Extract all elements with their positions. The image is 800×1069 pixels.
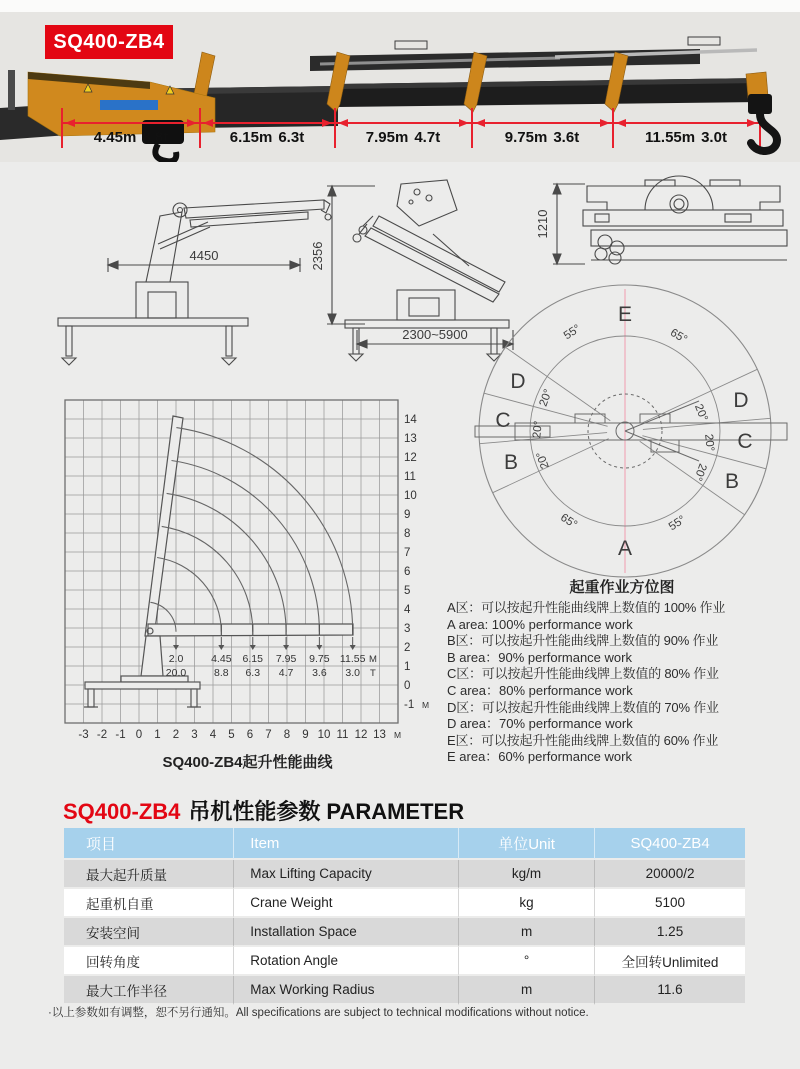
boom-length: 6.15m (229, 129, 273, 146)
parameter-title-cn: 吊机性能参数 (188, 799, 321, 824)
svg-text:14: 14 (404, 414, 417, 426)
angle-sector: 20° (691, 402, 710, 424)
angle-top-right: 65° (668, 326, 690, 347)
table-cell: m (459, 976, 595, 1005)
zone-b-cn: B区：可以按起升性能曲线牌上数值的 90% 作业 (447, 633, 719, 649)
table-cell: 起重机自重 (64, 889, 234, 918)
table-cell: 安装空间 (64, 918, 234, 947)
svg-text:-3: -3 (78, 729, 89, 741)
boom-load: 3.0t (701, 129, 727, 146)
table-cell: 20000/2 (595, 860, 745, 889)
svg-text:4: 4 (404, 604, 411, 616)
boom-load: 3.6t (553, 129, 580, 146)
boom-length: 7.95m (365, 129, 409, 146)
parameter-title (63, 795, 464, 826)
svg-text:13: 13 (373, 729, 386, 741)
svg-text:M: M (394, 730, 402, 740)
table-header-item-cn: 项目 (64, 828, 234, 860)
zone-d-cn: D区：可以按起升性能曲线牌上数值的 70% 作业 (447, 699, 719, 715)
rose-caption: 起重作业方位图 (569, 579, 675, 596)
svg-text:6: 6 (246, 729, 254, 741)
zone-descriptions (447, 600, 797, 766)
zone-d-en: D area：70% performance work (447, 716, 633, 732)
svg-text:12: 12 (354, 729, 368, 741)
chart-x-ticks (78, 729, 401, 741)
sector-letter-a: A (617, 537, 633, 560)
table-cell: 5100 (595, 889, 745, 918)
angle-bottom-left: 65° (558, 511, 580, 532)
table-cell: Max Working Radius (234, 976, 459, 1005)
sector-letter-e: E (617, 303, 633, 326)
svg-text:13: 13 (404, 433, 417, 445)
table-cell: Rotation Angle (234, 947, 459, 976)
svg-text:6.15: 6.15 (242, 653, 263, 665)
svg-text:5: 5 (228, 729, 235, 741)
boom-load: 8.8t (142, 129, 169, 146)
svg-text:7.95: 7.95 (275, 653, 297, 665)
table-cell: Max Lifting Capacity (234, 860, 459, 889)
svg-text:2: 2 (172, 729, 180, 741)
svg-text:10: 10 (404, 490, 417, 502)
table-cell: 最大工作半径 (64, 976, 234, 1005)
svg-text:-2: -2 (96, 729, 108, 741)
svg-text:M: M (422, 700, 430, 710)
top-margin (0, 0, 800, 12)
angle-sector: 20° (702, 433, 716, 452)
svg-text:9: 9 (404, 509, 411, 521)
svg-text:3: 3 (191, 729, 198, 741)
svg-text:8: 8 (283, 729, 291, 741)
svg-text:3.0: 3.0 (345, 667, 360, 679)
svg-text:8: 8 (404, 528, 411, 540)
boom-length: 4.45m (93, 129, 137, 146)
rod-handle-icon (395, 41, 427, 49)
svg-text:-1: -1 (404, 699, 415, 711)
svg-text:4.7: 4.7 (278, 667, 294, 679)
footnote: ·以上参数如有调整，恕不另行通知。All specifications are subject to technical modifications without notice. (48, 1007, 589, 1019)
svg-text:2.0: 2.0 (168, 653, 184, 665)
table-header-model: SQ400-ZB4 (595, 828, 745, 860)
drawing-side-view (40, 172, 340, 370)
svg-text:6.3: 6.3 (245, 667, 261, 679)
table-cell: Crane Weight (234, 889, 459, 918)
svg-text:1: 1 (154, 729, 161, 741)
zone-a-en: A area: 100% performance work (447, 616, 633, 632)
parameter-title-en: PARAMETER (326, 799, 465, 824)
table-cell: 回转角度 (64, 947, 234, 976)
chart-y-ticks (404, 414, 429, 711)
table-cell: 1.25 (595, 918, 745, 947)
table-header-unit: 单位Unit (459, 828, 595, 860)
svg-text:4: 4 (209, 729, 217, 741)
boom-length: 11.55m (645, 129, 696, 146)
table-cell: 11.6 (595, 976, 745, 1005)
model-badge: SQ400-ZB4 (45, 25, 173, 59)
dimension-folded-height: 2356 (310, 241, 325, 271)
zone-c-cn: C区：可以按起升性能曲线牌上数值的 80% 作业 (447, 666, 719, 682)
svg-text:12: 12 (404, 452, 417, 464)
boom-measurement-label (91, 129, 171, 146)
svg-text:3: 3 (404, 623, 411, 635)
angle-bottom-right: 55° (666, 513, 688, 534)
svg-text:5: 5 (404, 585, 411, 597)
table-cell: 全回转Unlimited (595, 947, 745, 976)
crane-base (0, 70, 215, 161)
svg-text:9.75: 9.75 (309, 653, 330, 665)
svg-text:11.55: 11.55 (339, 653, 366, 665)
dimension-outrigger-span: 2300~5900 (402, 327, 468, 342)
svg-text:8.8: 8.8 (214, 667, 229, 679)
zone-c-en: C area：80% performance work (447, 682, 633, 698)
table-cell: kg/m (459, 860, 595, 889)
boom-measurement-label (642, 129, 730, 146)
svg-text:0: 0 (404, 680, 411, 692)
zone-e-en: E area：60% performance work (447, 749, 632, 765)
zone-b-en: B area：90% performance work (447, 649, 632, 665)
angle-sector: 20° (534, 449, 552, 471)
sector-letter-c: C (737, 430, 753, 453)
svg-text:4.45: 4.45 (211, 653, 232, 665)
boom-measurement-label (227, 129, 307, 146)
zone-a-cn: A区：可以按起升性能曲线牌上数值的 100% 作业 (447, 600, 726, 615)
svg-text:11: 11 (404, 471, 416, 483)
sector-letter-b: B (503, 451, 519, 474)
angle-top-left: 55° (561, 322, 583, 343)
svg-text:11: 11 (336, 729, 349, 741)
svg-text:M: M (369, 654, 377, 665)
svg-text:0: 0 (135, 729, 143, 741)
svg-text:T: T (370, 668, 376, 679)
boom-load: 6.3t (278, 129, 305, 146)
angle-sector: 20° (537, 387, 555, 409)
sector-letter-d: D (733, 389, 749, 412)
dimension-side-length: 4450 (189, 248, 219, 263)
capacity-arcs (150, 428, 352, 632)
table-header-item-en: Item (234, 828, 459, 860)
table-cell: kg (459, 889, 595, 918)
svg-text:3.6: 3.6 (312, 667, 327, 679)
svg-text:2: 2 (404, 642, 411, 654)
table-cell: Installation Space (234, 918, 459, 947)
svg-text:20.0: 20.0 (165, 667, 187, 679)
sector-letter-c: C (495, 409, 511, 432)
boom-measurement-label (502, 129, 582, 146)
table-cell: m (459, 918, 595, 947)
chart-caption: SQ400-ZB4起升性能曲线 (162, 754, 333, 771)
boom-length: 9.75m (504, 129, 548, 146)
boom-measurement-label (363, 129, 443, 146)
rod-handle-icon (688, 37, 720, 45)
table-cell: ° (459, 947, 595, 976)
sector-letter-b: B (724, 470, 740, 493)
table-cell: 最大起升质量 (64, 860, 234, 889)
boom-photo-band (0, 12, 800, 162)
svg-text:1: 1 (404, 661, 411, 673)
angle-sector: 20° (691, 461, 709, 483)
sector-letter-d: D (510, 370, 526, 393)
dimension-top-height: 1210 (535, 209, 550, 239)
zone-e-cn: E区：可以按起升性能曲线牌上数值的 60% 作业 (447, 732, 719, 748)
performance-chart (55, 393, 440, 749)
svg-text:-1: -1 (115, 729, 126, 741)
svg-text:7: 7 (404, 547, 411, 559)
svg-text:10: 10 (317, 729, 331, 741)
boom-load: 4.7t (414, 129, 441, 146)
svg-text:9: 9 (302, 729, 309, 741)
svg-text:6: 6 (404, 566, 411, 578)
slewing-range-diagram (455, 283, 789, 579)
angle-sector: 20° (531, 420, 545, 439)
parameter-table (64, 828, 745, 1005)
svg-text:7: 7 (265, 729, 272, 741)
parameter-title-model: SQ400-ZB4 (63, 799, 181, 824)
